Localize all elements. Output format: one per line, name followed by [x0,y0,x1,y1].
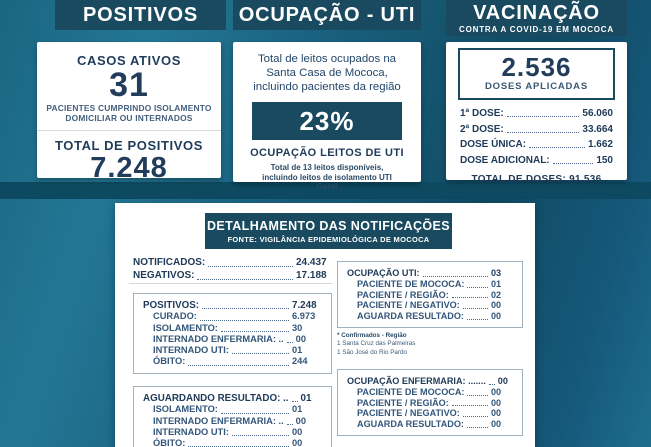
uti-note: Total de 13 leitos disponíveis, incluindo leitos de isolamento UTI Geral [262,163,392,191]
dot-leader [197,279,293,280]
positivos-header [55,0,226,30]
region-footnote [337,332,523,357]
summary-row: NOTIFICADOS: 24.437 [133,257,327,268]
doses-box [458,48,615,100]
detail-row: AGUARDA RESULTADO: 00 [357,419,502,430]
dot-leader [200,320,289,321]
footnote-line: * Confirmados - Região [337,332,407,339]
active-cases-label: CASOS ATIVOS [77,53,181,68]
dot-leader [188,365,289,366]
footnote-line: 1 São José do Rio Pardo [337,348,408,356]
detail-row: PACIENTE DE MOCOCA: 00 [357,386,502,397]
positivos-detail-box [133,293,332,374]
aguardando-box [133,386,332,447]
detail-row: CURADO: 6.973 [153,311,316,322]
detail-row: PACIENTE / REGIÃO: 00 [357,397,502,408]
dose-row: DOSE ÚNICA: 1.662 [460,139,613,150]
dot-leader [467,395,488,396]
dot-leader [489,384,495,385]
dot-leader [467,287,488,288]
dot-leader [553,163,594,164]
uti-description: Total de leitos ocupados na Santa Casa de Mococa, incluindo pacientes da região [253,53,401,93]
dot-leader [221,413,289,414]
vacinacao-header [446,0,627,36]
detail-row: ISOLAMENTO: 01 [153,404,303,415]
ocupacao-uti-header [233,0,421,30]
active-cases-value: 31 [109,66,149,104]
detail-row: INTERNADO UTI: 00 [153,426,303,437]
ocupacao-enfermaria-box [337,369,523,436]
doses-label: DOSES APLICADAS [485,81,588,92]
total-positivos-value: 7.248 [90,152,168,184]
detalhamento-source: FONTE: VIGILÂNCIA EPIDEMIOLÓGICA DE MOCOCA [227,234,430,244]
dot-leader [292,401,298,402]
detail-row: INTERNADO ENFERMARIA: .. 00 [153,333,307,344]
summary-divider [129,283,332,284]
detail-row: AGUARDA RESULTADO: 00 [357,311,502,322]
ocupacao-uti-card [233,42,421,191]
ocupacao-uti-box [337,261,523,328]
detail-row: PACIENTE / REGIÃO: 02 [357,289,502,300]
total-doses-line: TOTAL DE DOSES: 91.536 [471,173,602,185]
detail-row: AGUARDANDO RESULTADO: .. 01 [143,393,312,404]
dose-row: 2ª DOSE: 33.664 [460,123,613,135]
detail-row: OCUPAÇÃO ENFERMARIA: ....... 00 [347,376,508,386]
vacinacao-title: VACINAÇÃO [473,1,600,24]
detail-row: POSITIVOS: 7.248 [143,300,317,311]
detail-row: PACIENTE DE MOCOCA: 01 [357,278,502,289]
dot-leader [463,416,488,417]
dot-leader [507,132,580,133]
detalhamento-header [205,213,452,249]
dot-leader [452,405,488,406]
dot-leader [452,297,488,298]
detail-row: INTERNADO UTI: 01 [153,345,303,356]
detail-row: ÓBITO: 00 [153,438,303,447]
summary-row: NEGATIVOS: 17.188 [133,270,327,281]
dot-leader [232,353,289,354]
card-divider [37,130,221,131]
detail-row: PACIENTE / NEGATIVO: 00 [357,300,502,311]
detail-row: INTERNADO ENFERMARIA: .. 00 [153,415,307,426]
detail-row: OCUPAÇÃO UTI: 03 [347,268,502,278]
dose-rows [446,108,627,166]
dot-leader [467,427,488,428]
ocupacao-uti-title: OCUPAÇÃO - UTI [238,3,416,26]
detalhamento-title: DETALHAMENTO DAS NOTIFICAÇÕES [206,218,451,233]
dot-leader [208,266,293,267]
active-cases-note: PACIENTES CUMPRINDO ISOLAMENTO DOMICILIAR OU INTERNADOS [46,103,212,123]
detalhamento-panel [115,203,535,447]
doses-value: 2.536 [501,52,572,82]
detail-row: PACIENTE / NEGATIVO: 00 [357,408,502,419]
dot-leader [232,435,289,436]
vacinacao-card [446,42,627,185]
vacinacao-subtitle: CONTRA A COVID-19 EM MOCOCA [459,24,614,34]
dot-leader [529,147,585,148]
footnote-line: 1 Santa Cruz das Palmeiras [337,340,416,348]
positivos-card [37,42,221,184]
dot-leader [287,424,293,425]
dot-leader [221,331,289,332]
dose-row: DOSE ADICIONAL: 150 [460,154,613,166]
dot-leader [507,116,580,117]
dot-leader [202,308,289,309]
dot-leader [467,319,488,320]
detail-row: ISOLAMENTO: 30 [153,322,303,333]
dot-leader [463,308,488,309]
total-positivos-label: TOTAL DE POSITIVOS [54,138,204,153]
positivos-title: POSITIVOS [82,3,198,26]
dot-leader [287,342,293,343]
dot-leader [423,276,488,277]
dose-row: 1ª DOSE: 56.060 [460,108,613,119]
summary-rows [133,256,330,282]
detail-row: ÓBITO: 244 [153,356,308,367]
uti-percent-value: 23% [252,102,402,140]
uti-percent-label: OCUPAÇÃO LEITOS DE UTI [250,147,404,159]
